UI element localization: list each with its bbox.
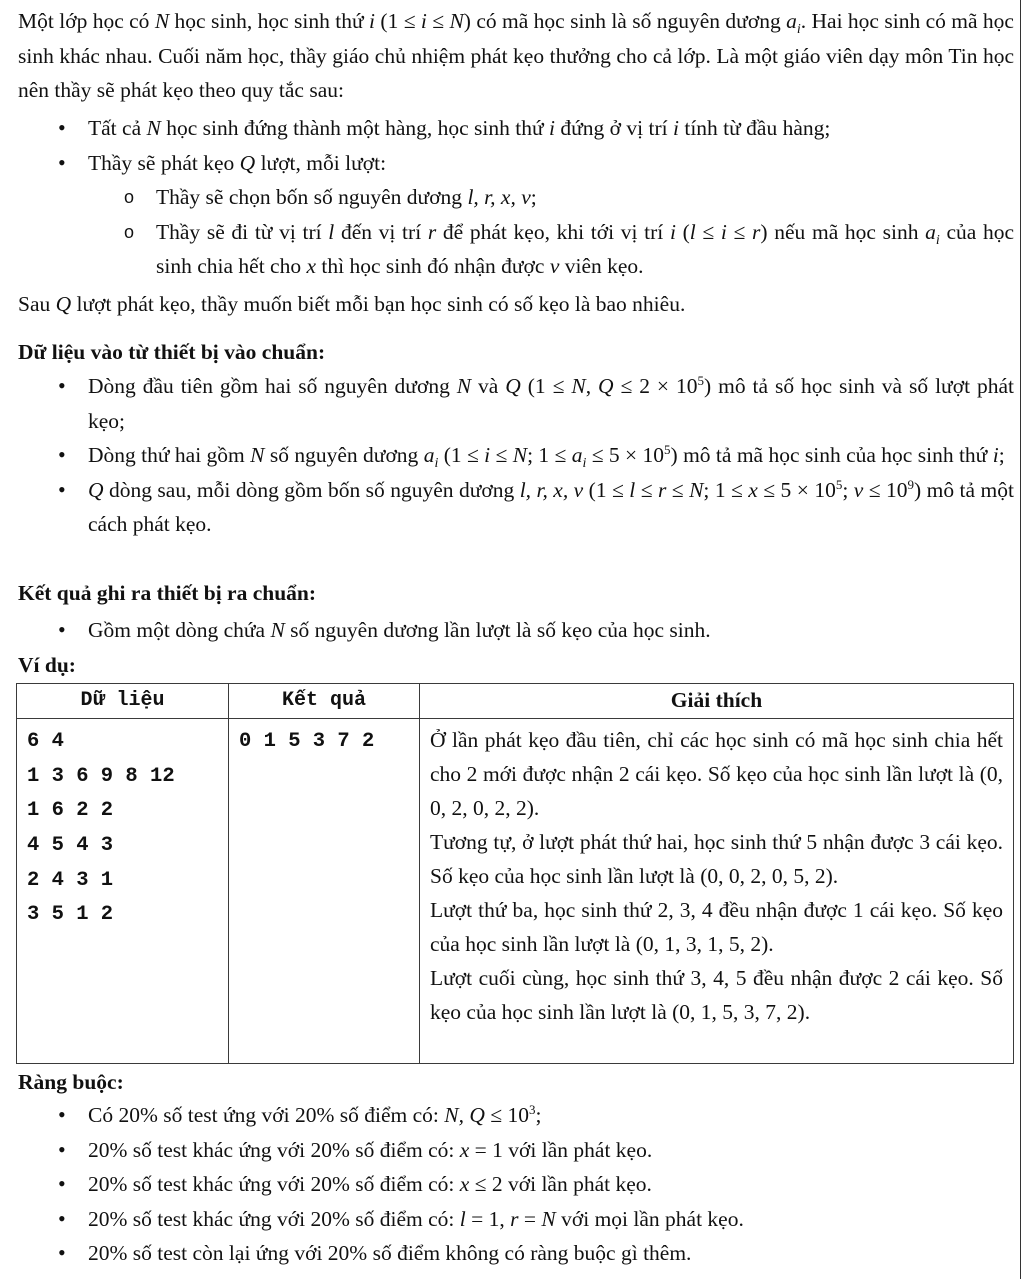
text: số nguyên dương (264, 443, 424, 467)
math-var: l (459, 1206, 466, 1231)
output-cell (229, 719, 420, 1064)
rule-item (18, 146, 1014, 181)
column-header-input: Dữ liệu (17, 684, 229, 719)
math-var: l (689, 219, 696, 244)
text: ≤ 10 (484, 1103, 529, 1127)
math-var: Q (55, 292, 72, 316)
math-var: x (459, 1137, 470, 1162)
text: Một lớp học có (18, 9, 155, 33)
math-var: x (459, 1172, 470, 1196)
math-sup: 5 (835, 476, 843, 492)
text: ≤ (695, 219, 721, 244)
text: ) có mã học sinh là số nguyên dương (463, 9, 787, 33)
math-var: i (484, 443, 491, 467)
text: Thầy sẽ chọn bốn số nguyên dương (156, 185, 468, 209)
column-header-output: Kết quả (229, 684, 420, 719)
text: Dòng thứ hai gồm (88, 443, 251, 467)
math-var: r (657, 477, 667, 502)
constraint-item (18, 1098, 1014, 1133)
math-var: N (456, 374, 472, 398)
math-var: N (512, 443, 528, 467)
example-heading: Ví dụ: (18, 653, 76, 677)
math-var: l, r, x, v (467, 185, 531, 209)
text: ; (530, 185, 537, 209)
page-right-border (1020, 0, 1021, 1279)
text: Thầy sẽ đi từ vị trí (156, 219, 329, 244)
text: ) mô tả số học sinh và số lượt phát kẹo; (88, 374, 1015, 433)
math-var: r (427, 219, 437, 244)
text: 20% số test còn lại ứng với 20% số điểm không có ràng buộc gì thêm. (88, 1241, 692, 1265)
text: (1 ≤ (583, 477, 630, 502)
math-var: r (510, 1206, 519, 1231)
example-table (16, 683, 1014, 1064)
math-var: N (250, 443, 265, 467)
text: 20% số test khác ứng với 20% số điểm có: (88, 1137, 460, 1162)
text: thì học sinh đó nhận được (316, 254, 550, 278)
text: ≤ 2 × 10 (613, 374, 698, 398)
text: (1 ≤ (375, 9, 421, 33)
text: Tất cả (88, 116, 147, 140)
math-var: i (549, 116, 556, 140)
text: học sinh, học sinh thứ (169, 9, 370, 33)
math-var: Q (88, 477, 104, 502)
text: , (585, 374, 599, 398)
text: ; (998, 443, 1005, 467)
input-heading: Dữ liệu vào từ thiết bị vào chuẩn: (18, 340, 326, 364)
text: ≤ 10 (863, 477, 908, 502)
output-heading: Kết quả ghi ra thiết bị ra chuẩn: (18, 581, 317, 605)
text: 20% số test khác ứng với 20% số điểm có: (88, 1172, 460, 1196)
text: (1 ≤ (438, 443, 485, 467)
input-cell (17, 719, 229, 1064)
text: Có 20% số test ứng với 20% số điểm có: (88, 1103, 445, 1127)
text: 20% số test khác ứng với 20% số điểm có: (88, 1206, 460, 1231)
text: ; 1 ≤ (703, 477, 749, 502)
math-sub: i (582, 456, 587, 471)
constraints-heading: Ràng buộc: (18, 1070, 124, 1094)
text: ≤ 5 × 10 (586, 443, 665, 467)
text: học sinh đứng thành một hàng, học sinh thứ (160, 116, 550, 140)
output-list (18, 613, 1014, 648)
sub-rule-item (18, 215, 1014, 284)
text: ≤ 2 với lần phát kẹo. (469, 1172, 652, 1196)
sub-rule-item (18, 180, 1014, 215)
text: ≤ (726, 219, 753, 244)
constraints-list (18, 1098, 1014, 1271)
input-line: 4 5 4 3 (27, 834, 114, 858)
input-item (18, 438, 1014, 473)
text: lượt, mỗi lượt: (255, 150, 387, 175)
math-var: x (748, 477, 758, 502)
math-var: v (549, 254, 560, 278)
text: ( (675, 219, 690, 244)
math-var: i (369, 9, 376, 33)
input-line: 6 4 (27, 730, 64, 753)
input-line: 1 3 6 9 8 12 (27, 764, 175, 788)
math-var: Q (598, 374, 614, 398)
math-var: N (449, 9, 464, 33)
output-line: 0 1 5 3 7 2 (239, 730, 375, 753)
text: Thầy sẽ phát kẹo (88, 150, 240, 175)
input-line: 1 6 2 2 (27, 799, 114, 823)
text: ) mô tả một cách phát kẹo. (88, 477, 1014, 536)
text: . Hai học sinh có mã học sinh khác nhau. Cuối năm học, thầy giáo chủ nhiệm phát kẹo thưởng cho cả lớp. Là một giáo viên dạy môn Tin học nên thầy sẽ phát kẹo theo quy tắc sau: (18, 9, 1014, 102)
input-line: 2 4 3 1 (27, 868, 114, 892)
explanation-step: Ở lần phát kẹo đầu tiên, chỉ các học sinh có mã học sinh chia hết cho 2 mới được nhận 2 cái kẹo. Số kẹo của học sinh lần lượt là (0, 0, 2, 0, 2, 2). (430, 728, 1003, 820)
explanation-step: Lượt cuối cùng, học sinh thứ 3, 4, 5 đều nhận được 2 cái kẹo. Số kẹo của học sinh lần lượt là (0, 1, 5, 3, 7, 2). (430, 966, 1003, 1024)
text: = (518, 1206, 542, 1231)
text: đứng ở vị trí (555, 116, 673, 140)
table-row (17, 719, 1014, 1064)
math-var: l, r, x, v (519, 477, 584, 502)
output-item (18, 613, 1014, 648)
explanation-step: Lượt thứ ba, học sinh thứ 2, 3, 4 đều nhận được 1 cái kẹo. Số kẹo của học sinh lần lượt là (0, 1, 3, 1, 5, 2). (430, 898, 1003, 956)
table-header-row (17, 684, 1014, 719)
math-sup: 3 (528, 1102, 536, 1117)
text: ≤ (666, 477, 690, 502)
math-var: N (146, 116, 161, 140)
explanation-cell (420, 719, 1014, 1064)
math-sup: 5 (664, 442, 671, 457)
math-var: N (571, 374, 586, 398)
input-line: 3 5 1 2 (27, 903, 114, 927)
text: ) nếu mã học sinh (760, 219, 926, 244)
math-var: i (720, 219, 727, 244)
math-var: N (154, 9, 170, 33)
math-sup: 9 (907, 476, 915, 492)
explanation-step: Tương tự, ở lượt phát thứ hai, học sinh thứ 5 nhận được 3 cái kẹo. Số kẹo của học sinh lần lượt là (0, 0, 2, 0, 5, 2). (430, 830, 1003, 888)
text: Dòng đầu tiên gồm hai số nguyên dương (88, 374, 457, 398)
text: để phát kẹo, khi tới vị trí (436, 219, 670, 244)
text: số nguyên dương lần lượt là số kẹo của học sinh. (284, 618, 711, 642)
math-sub: i (796, 22, 801, 37)
text: Sau (18, 292, 56, 316)
math-var: l (629, 477, 636, 502)
math-sub: i (434, 456, 439, 471)
math-var: N (270, 618, 285, 642)
text: ; (842, 477, 854, 502)
math-var: N (541, 1206, 556, 1231)
text: = 1, (465, 1206, 511, 1231)
summary-paragraph (18, 287, 1014, 322)
text: của học sinh chia hết cho (156, 219, 1015, 278)
text: viên kẹo. (559, 254, 644, 278)
text: = 1 với lần phát kẹo. (469, 1137, 653, 1162)
text: lượt phát kẹo, thầy muốn biết mỗi bạn học sinh có số kẹo là bao nhiêu. (71, 292, 686, 316)
text: và (471, 374, 506, 398)
math-sup: 5 (697, 373, 704, 388)
constraint-item (18, 1133, 1014, 1168)
rule-item (18, 111, 1014, 146)
math-var: a (925, 219, 936, 244)
text: ≤ (490, 443, 513, 467)
text: (1 ≤ (520, 374, 572, 398)
math-var: i (673, 116, 679, 140)
math-var: r (752, 219, 761, 244)
intro-paragraph (18, 4, 1014, 108)
text: đến vị trí (334, 219, 428, 244)
math-var: v (853, 477, 864, 502)
text: dòng sau, mỗi dòng gồm bốn số nguyên dương (103, 477, 520, 502)
rules-list (18, 111, 1014, 284)
text: ≤ (635, 477, 658, 502)
text: ≤ 5 × 10 (757, 477, 836, 502)
input-item (18, 369, 1014, 438)
text: ; 1 ≤ (527, 443, 572, 467)
constraint-item (18, 1236, 1014, 1271)
constraint-item (18, 1167, 1014, 1202)
math-var: Q (239, 150, 256, 175)
math-var: i (992, 443, 999, 467)
constraint-item (18, 1202, 1014, 1237)
math-var: a (786, 9, 797, 33)
math-var: a (571, 443, 583, 467)
math-var: x (306, 254, 317, 278)
text: tính từ đầu hàng; (678, 116, 831, 140)
math-var: N, Q (444, 1103, 485, 1127)
text: ≤ (426, 9, 450, 33)
math-var: l (328, 219, 335, 244)
math-var: N (689, 477, 704, 502)
math-sub: i (935, 232, 940, 248)
input-item (18, 473, 1014, 542)
text: ) mô tả mã học sinh của học sinh thứ (670, 443, 993, 467)
text: với mọi lần phát kẹo. (555, 1206, 744, 1231)
math-var: i (669, 219, 676, 244)
column-header-explanation: Giải thích (420, 684, 1014, 719)
text: ; (535, 1103, 542, 1127)
math-var: a (423, 443, 435, 467)
text: Gồm một dòng chứa (88, 618, 271, 642)
input-list (18, 369, 1014, 542)
math-var: Q (505, 374, 521, 398)
math-var: i (420, 9, 427, 33)
